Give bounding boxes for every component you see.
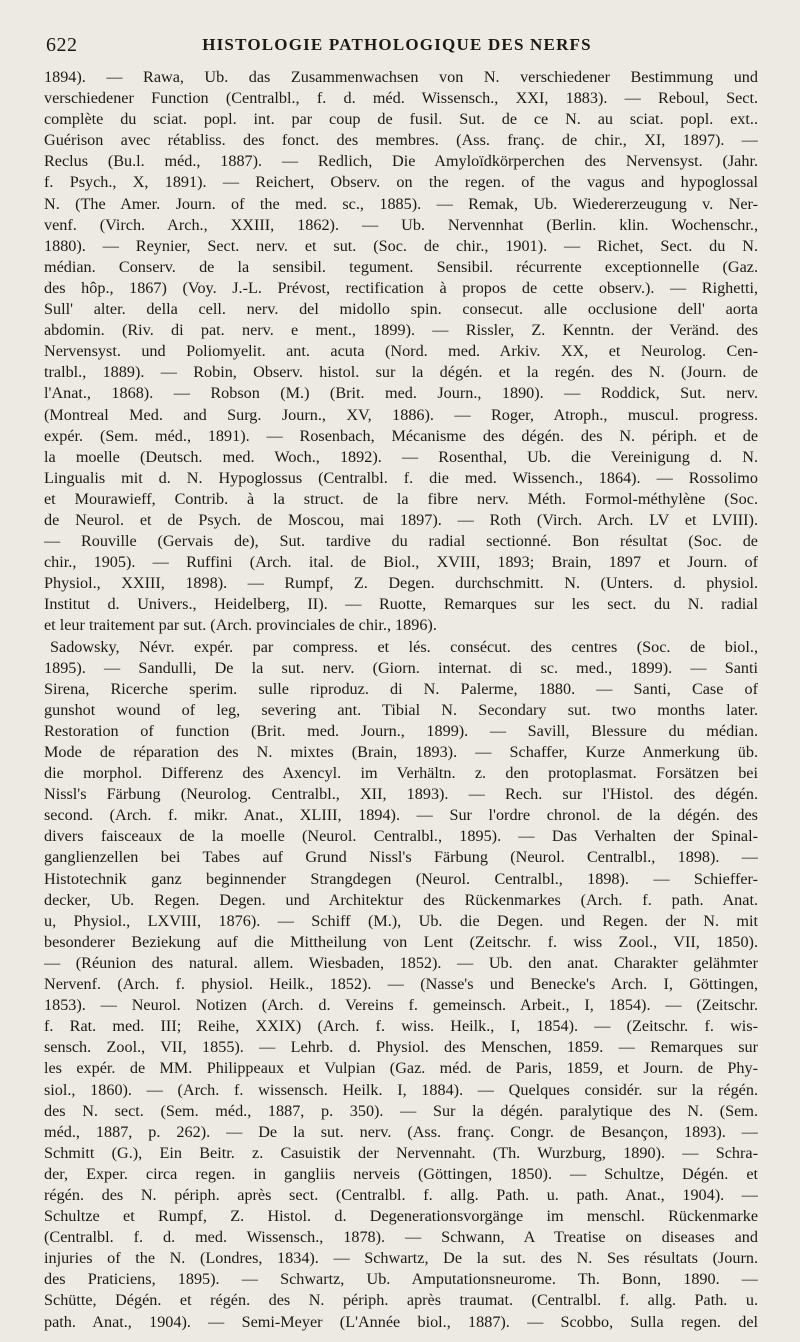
- text-line: expér. (Sem. méd., 1891). — Rosenbach, Mécanisme des dégén. des N. périph. et de: [44, 426, 758, 445]
- text-line: Histotechnik ganz beginnender Strangdegen (Neurol. Centralbl., 1898). — Schieffer-: [44, 869, 758, 888]
- text-line: divers faisceaux de la moelle (Neurol. Centralbl., 1895). — Das Verhalten der Spinal-: [44, 827, 758, 846]
- text-line: N. (The Amer. Journ. of the med. sc., 1885). — Remak, Ub. Wiedererzeugung v. Ner-: [44, 194, 758, 213]
- text-line: méd., 1887, p. 262). — De la sut. nerv. (Ass. franç. Congr. de Besançon, 1893). —: [44, 1122, 758, 1141]
- text-line: siol., 1860). — (Arch. f. wissensch. Heilk. I, 1884). — Quelques considér. sur la régén.: [44, 1080, 758, 1099]
- text-line: des hôp., 1867) (Voy. J.-L. Prévost, rectification à propos de cette observ.). — Righetti,: [44, 278, 758, 297]
- text-line: régén. des N. périph. après sect. (Centralbl. f. allg. Path. u. path. Anat., 1904). —: [44, 1185, 758, 1204]
- text-line: sensch. Zool., VII, 1855). — Lehrb. d. Physiol. des Menschen, 1859. — Remarques sur: [44, 1038, 758, 1057]
- text-line: verschiedener Function (Centralbl., f. d. méd. Wissensch., XXI, 1883). — Reboul, Sect.: [44, 89, 758, 108]
- text-line: decker, Ub. Regen. Degen. und Architektur des Rückenmarkes (Arch. f. path. Anat.: [44, 890, 758, 909]
- text-line: ganglienzellen bei Tabes auf Grund Nissl's Färbung (Neurol. Centralbl., 1898). —: [44, 848, 758, 867]
- text-line: Schultze et Rumpf, Z. Histol. d. Degenerationsvorgänge im menschl. Rückenmarke: [44, 1207, 758, 1226]
- text-line: et leur traitement par sut. (Arch. provinciales de chir., 1896).: [44, 616, 437, 635]
- text-line: die morphol. Differenz des Axencyl. im Verhältn. z. den protoplasmat. Forsätzen bei: [44, 764, 758, 783]
- text-line: Schmitt (G.), Ein Beitr. z. Casuistik der Nervennaht. (Th. Wurzburg, 1890). — Schra-: [44, 1143, 758, 1162]
- bibliography-text: [44, 67, 758, 1333]
- text-line: — Rouville (Gervais de), Sut. tardive du radial sectionné. Bon résultat (Soc. de: [44, 532, 758, 551]
- text-line: des Praticiens, 1895). — Schwartz, Ub. Amputationsneurome. Th. Bonn, 1890. —: [44, 1270, 758, 1289]
- text-line: complète du sciat. popl. int. par coup de fusil. Sut. de ce N. au sciat. popl. ext..: [44, 110, 758, 129]
- text-line: Mode de réparation des N. mixtes (Brain, 1893). — Schaffer, Kurze Anmerkung üb.: [44, 743, 758, 761]
- text-line: 1853). — Neurol. Notizen (Arch. d. Vereins f. gemeinsch. Arbeit., I, 1854). — (Zeitschr.: [44, 996, 758, 1015]
- text-line: et Mourawieff, Contrib. à la struct. de la fibre nerv. Méth. Formol-méthylène (Soc.: [44, 489, 758, 508]
- text-line: 1894). — Rawa, Ub. das Zusammenwachsen von N. verschiedener Bestimmung und: [44, 68, 758, 86]
- text-line: u, Physiol., LXVIII, 1876). — Schiff (M.), Ub. die Degen. und Regen. der N. mit: [44, 911, 758, 930]
- text-line: (Centralbl. f. d. med. Wissensch., 1878). — Schwann, A Treatise on diseases and: [44, 1228, 758, 1247]
- text-line: de Neurol. et de Psych. de Moscou, mai 1897). — Roth (Virch. Arch. LV et LVIII).: [44, 510, 758, 529]
- text-line: Physiol., XXIII, 1898). — Rumpf, Z. Degen. durchschmitt. N. (Unters. d. physiol.: [44, 574, 758, 593]
- text-line: (Montreal Med. and Surg. Journ., XV, 1886). — Roger, Atroph., muscul. progress.: [44, 405, 758, 424]
- text-line: 1895). — Sandulli, De la sut. nerv. (Giorn. internat. di sc. med., 1899). — Santi: [44, 658, 758, 677]
- text-line: Schütte, Dégén. et régén. des N. périph. après traumat. (Centralbl. f. allg. Path. u.: [44, 1291, 758, 1310]
- text-line: f. Rat. med. III; Reihe, XXIX) (Arch. f. wiss. Heilk., I, 1854). — (Zeitschr. f. wis-: [44, 1017, 758, 1036]
- text-line: tralbl., 1889). — Robin, Observ. histol. sur la dégén. et la regén. des N. (Journ. de: [44, 363, 758, 382]
- text-line: Nissl's Färbung (Neurolog. Centralbl., XII, 1893). — Rech. sur l'Histol. des dégén.: [44, 785, 758, 804]
- text-line: Nervensyst. und Poliomyelit. ant. acuta (Nord. med. Arkiv. XX, et Neurolog. Cen-: [44, 342, 758, 361]
- text-line: la moelle (Deutsch. med. Woch., 1892). — Rosenthal, Ub. die Vereinigung d. N.: [44, 447, 758, 466]
- text-line: — (Réunion des natural. allem. Wiesbaden, 1852). — Ub. den anat. Charakter gelähmter: [44, 953, 758, 972]
- text-line: Guérison avec rétabliss. des fonct. des membres. (Ass. franç. de chir., XI, 1897). —: [44, 131, 758, 150]
- page-number: 622: [46, 34, 78, 56]
- text-line: gunshot wound of leg, severing ant. Tibial N. Secondary sut. two months later.: [44, 700, 758, 719]
- text-line: Sadowsky, Névr. expér. par compress. et lés. consécut. des centres (Soc. de biol.,: [50, 637, 758, 656]
- text-line: der, Exper. circa regen. in gangliis nerveis (Göttingen, 1850). — Schultze, Dégén. et: [44, 1164, 758, 1183]
- text-line: médian. Conserv. de la sensibil. tegument. Sensibil. récurrente exceptionnelle (Gaz.: [44, 257, 758, 276]
- text-line: Lingualis mit d. N. Hypoglossus (Centralbl. f. die med. Wissench., 1864). — Rossolimo: [44, 468, 758, 487]
- text-line: injuries of the N. (Londres, 1834). — Schwartz, De la sut. des N. Ses résultats (Journ.: [44, 1249, 758, 1268]
- text-line: besonderer Beziekung auf die Mittheilung von Lent (Zeitschr. f. wiss Zool., VII, 1850).: [44, 932, 758, 951]
- text-line: 1880). — Reynier, Sect. nerv. et sut. (Soc. de chir., 1901). — Richet, Sect. du N.: [44, 236, 758, 255]
- page-header: [38, 32, 756, 58]
- text-line: des N. sect. (Sem. méd., 1887, p. 350). — Sur la dégén. paralytique des N. (Sem.: [44, 1101, 758, 1120]
- text-line: Sirena, Ricerche sperim. sulle riproduz. di N. Palerme, 1880. — Santi, Case of: [44, 679, 758, 698]
- text-line: Institut d. Univers., Heidelberg, II). — Ruotte, Remarques sur les sect. du N. radial: [44, 595, 758, 614]
- text-line: Nervenf. (Arch. f. physiol. Heilk., 1852). — (Nasse's und Benecke's Arch. I, Göttingen,: [44, 975, 758, 994]
- text-line: abdomin. (Riv. di pat. nerv. e ment., 1899). — Rissler, Z. Kenntn. der Veränd. des: [44, 321, 758, 340]
- text-line: venf. (Virch. Arch., XXIII, 1862). — Ub. Nervennhat (Berlin. klin. Wochenschr.,: [44, 215, 758, 234]
- text-line: Restoration of function (Brit. med. Journ., 1899). — Savill, Blessure du médian.: [44, 721, 758, 740]
- text-line: f. Psych., X, 1891). — Reichert, Observ. on the regen. of the vagus and hypoglossal: [44, 173, 758, 192]
- running-title: HISTOLOGIE PATHOLOGIQUE DES NERFS: [202, 35, 592, 54]
- text-line: path. Anat., 1904). — Semi-Meyer (L'Année biol., 1887). — Scobbo, Sulla regen. del: [44, 1312, 758, 1331]
- text-line: second. (Arch. f. mikr. Anat., XLIII, 1894). — Sur l'ordre chronol. de la dégén. des: [44, 806, 758, 825]
- text-line: les expér. de MM. Philippeaux et Vulpian (Gaz. méd. de Paris, 1859, et Journ. de Phy-: [44, 1059, 758, 1078]
- text-line: l'Anat., 1868). — Robson (M.) (Brit. med. Journ., 1890). — Roddick, Sut. nerv.: [44, 384, 758, 403]
- text-line: chir., 1905). — Ruffini (Arch. ital. de Biol., XVIII, 1893; Brain, 1897 et Journ. of: [44, 553, 758, 572]
- text-line: Sull' alter. della cell. nerv. del midollo spin. consecut. alle occlusione dell' aorta: [44, 300, 758, 319]
- text-line: Reclus (Bu.l. méd., 1887). — Redlich, Die Amyloïdkörperchen des Nervensyst. (Jahr.: [44, 152, 758, 171]
